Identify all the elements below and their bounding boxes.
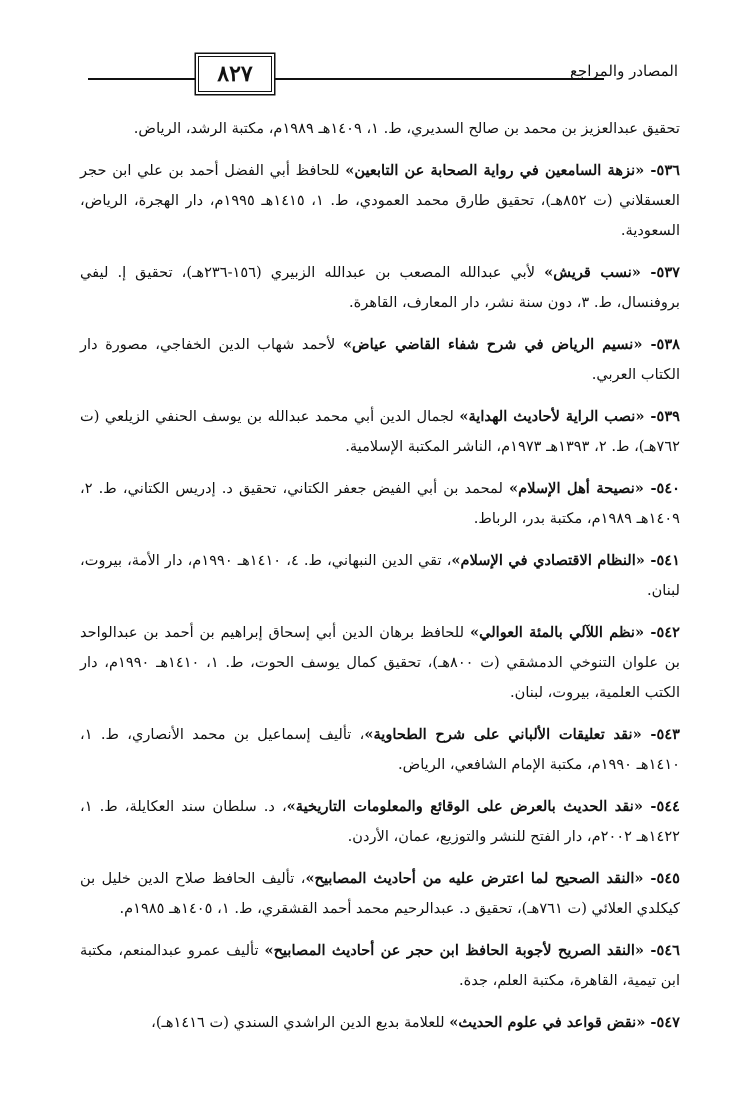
entry-number: ٥٣٧-	[640, 264, 680, 281]
entry-details: تأليف عمرو عبدالمنعم، مكتبة ابن تيمية، القاهرة، مكتبة العلم، جدة.	[80, 942, 680, 989]
entry-details: للحافظ برهان الدين أبي إسحاق إبراهيم بن أحمد بن عبدالواحد بن علوان التنوخي الدمشقي (ت ٨٠٠هـ)، تحقيق كمال يوسف الحوت، ط. ١، ١٤١٠هـ ١٩٩٠م، دار الكتب العلمية، بيروت، لبنان.	[80, 624, 680, 701]
bibliography-entry	[80, 258, 680, 318]
bibliography-entry	[80, 402, 680, 462]
bibliography-entry	[80, 720, 680, 780]
header-rule-right	[274, 78, 604, 80]
bibliography-entry	[80, 864, 680, 924]
entry-number: ٥٤٣-	[641, 726, 681, 743]
entry-details: ، تأليف الحافظ صلاح الدين خليل بن كيكلدي العلائي (ت ٧٦١هـ)، تحقيق د. عبدالرحيم محمد أحمد القشقري، ط. ١، ١٤٠٥هـ ١٩٨٥م.	[80, 870, 680, 917]
bibliography-entry	[80, 156, 680, 246]
entry-number: ٥٤٢-	[644, 624, 681, 641]
entry-number: ٥٤١-	[644, 552, 680, 569]
bibliography-entry	[80, 618, 680, 708]
entry-details: لأبي عبدالله المصعب بن عبدالله الزبيري (١٥٦-٢٣٦هـ)، تحقيق إ. ليفي بروفنسال، ط. ٣، دون سنة نشر، دار المعارف، القاهرة.	[80, 264, 680, 311]
page-header	[78, 52, 678, 96]
entry-title: «نسيم الرياض في شرح شفاء القاضي عياض»	[342, 336, 643, 353]
bibliography-entry	[80, 792, 680, 852]
running-title: المصادر والمراجع	[569, 62, 678, 80]
entry-title: «نزهة السامعين في رواية الصحابة عن التابعين»	[345, 162, 645, 179]
entry-number: ٥٤٦-	[644, 942, 680, 959]
entry-number: ٥٣٩-	[644, 408, 681, 425]
entry-title: «نقد الحديث بالعرض على الوقائع والمعلومات التاريخية»	[286, 798, 643, 815]
page-number-box	[198, 56, 272, 92]
header-rule-left	[88, 78, 196, 80]
entry-details: ، تقي الدين النبهاني، ط. ٤، ١٤١٠هـ ١٩٩٠م، دار الأمة، بيروت، لبنان.	[80, 552, 680, 599]
entry-details: للحافظ أبي الفضل أحمد بن علي ابن حجر العسقلاني (ت ٨٥٢هـ)، تحقيق طارق محمد العمودي، ط. ١، ١٤١٥هـ ١٩٩٥م، دار الهجرة، الرياض، السعودية.	[80, 162, 680, 239]
entry-details: ، د. سلطان سند العكايلة، ط. ١، ١٤٢٢هـ ٢٠٠٢م، دار الفتح للنشر والتوزيع، عمان، الأردن.	[80, 798, 680, 845]
bibliography-list	[80, 114, 680, 1050]
entry-number: ٥٣٨-	[642, 336, 681, 353]
entry-number: ٥٣٦-	[644, 162, 680, 179]
entry-details: ، تأليف إسماعيل بن محمد الأنصاري، ط. ١، ١٤١٠هـ ١٩٩٠م، مكتبة الإمام الشافعي، الرياض.	[80, 726, 680, 773]
page-number: ٨٢٧	[217, 61, 253, 87]
entry-number: ٥٤٥-	[643, 870, 680, 887]
bibliography-entry	[80, 1008, 680, 1038]
entry-title: «النظام الاقتصادي في الإسلام»	[451, 552, 645, 569]
entry-number: ٥٤٠-	[643, 480, 681, 497]
entry-title: «نصب الراية لأحاديث الهداية»	[459, 408, 645, 425]
entry-title: «نظم اللآلي بالمئة العوالي»	[469, 624, 645, 641]
entry-title: «النقد الصحيح لما اعترض عليه من أحاديث المصابيح»	[305, 870, 644, 887]
entry-title: «النقد الصريح لأجوبة الحافظ ابن حجر عن أحاديث المصابيح»	[264, 942, 645, 959]
bibliography-entry	[80, 546, 680, 606]
bibliography-entry	[80, 330, 680, 390]
continuation-text: تحقيق عبدالعزيز بن محمد بن صالح السديري، ط. ١، ١٤٠٩هـ ١٩٨٩م، مكتبة الرشد، الرياض.	[133, 120, 680, 137]
entry-details: لجمال الدين أبي محمد عبدالله بن يوسف الحنفي الزيلعي (ت ٧٦٢هـ)، ط. ٢، ١٣٩٣هـ ١٩٧٣م، الناشر المكتبة الإسلامية.	[80, 408, 680, 455]
entry-details: للعلامة بديع الدين الراشدي السندي (ت ١٤١٦هـ)،	[151, 1014, 450, 1031]
entry-title: «نقد تعليقات الألباني على شرح الطحاوية»	[364, 726, 642, 743]
bibliography-entry	[80, 474, 680, 534]
entry-number: ٥٤٧-	[645, 1014, 680, 1031]
entry-title: «نصيحة أهل الإسلام»	[509, 480, 644, 497]
entry-details: لأحمد شهاب الدين الخفاجي، مصورة دار الكتاب العربي.	[80, 336, 680, 383]
entry-details: لمحمد بن أبي الفيض جعفر الكتاني، تحقيق د. إدريس الكتاني، ط. ٢، ١٤٠٩هـ ١٩٨٩م، مكتبة بدر، الرباط.	[80, 480, 680, 527]
entry-number: ٥٤٤-	[642, 798, 681, 815]
entry-title: «نقض قواعد في علوم الحديث»	[449, 1014, 646, 1031]
entry-title: «نسب قريش»	[544, 264, 641, 281]
bibliography-entry	[80, 936, 680, 996]
